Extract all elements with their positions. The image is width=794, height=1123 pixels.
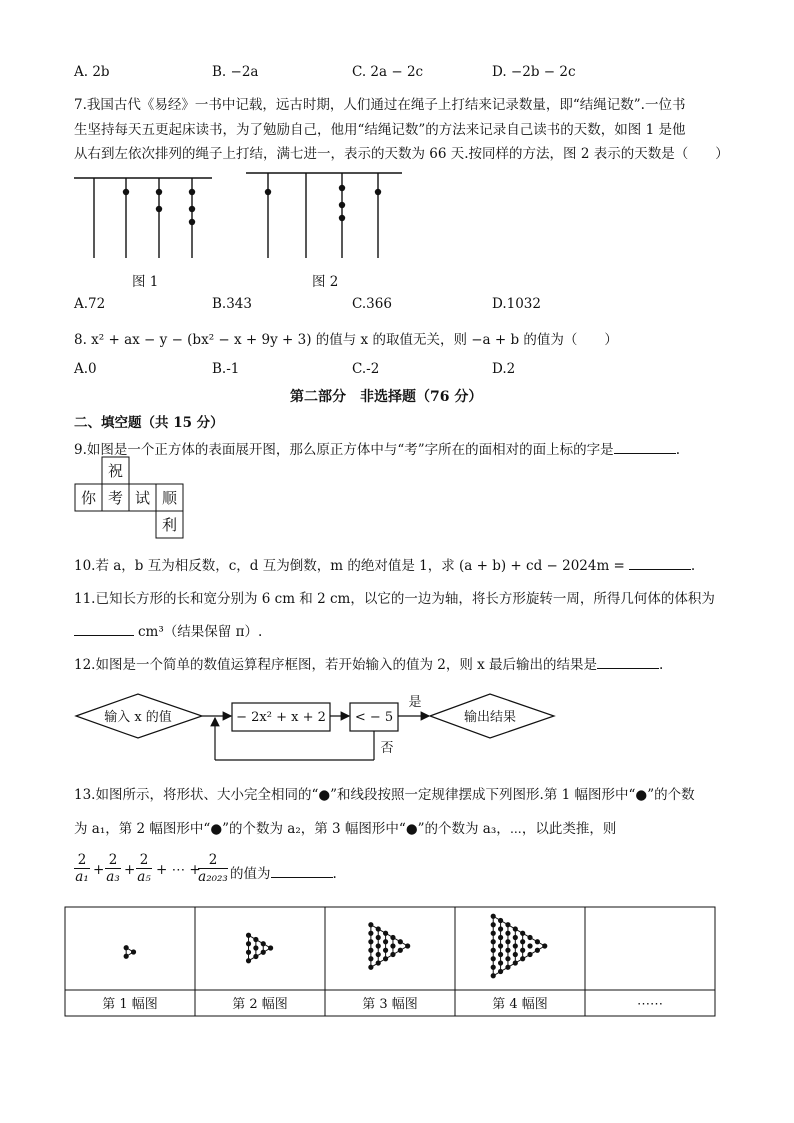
output-label: 输出结果	[463, 710, 517, 725]
pattern-dot	[124, 946, 128, 950]
pattern-dot	[491, 923, 495, 927]
pattern-edge	[371, 929, 685, 933]
part-2-title: 第二部分 非选择题（76 分）	[290, 389, 483, 405]
q6-option-d: D. −2b − 2c	[492, 64, 576, 80]
q13-value-text: 的值为	[230, 866, 271, 882]
pattern-edge	[371, 938, 700, 951]
fig1-caption: 图 1	[132, 274, 159, 290]
pattern-dot	[383, 948, 387, 952]
q7-option-c: C.366	[352, 296, 392, 312]
q7-knot-figures	[70, 168, 410, 288]
knot-figure-2	[246, 173, 402, 258]
q10-answer-blank[interactable]	[629, 569, 691, 570]
q6-option-b: B. −2a	[212, 64, 259, 80]
input-label: 输入 x 的值	[104, 710, 172, 725]
q13-line-2: 为 a₁，第 2 幅图形中“●”的个数为 a₂，第 3 幅图形中“●”的个数为 a₃，⋯，以此类推，则	[74, 821, 617, 837]
pattern-dot	[491, 957, 495, 961]
net-cell-zhu: 祝	[107, 462, 124, 480]
pattern-edge	[493, 925, 718, 934]
pattern-dot	[498, 952, 502, 956]
q7-line-2: 生坚持每天五更起床读书，为了勉励自己，他用“结绳记数”的方法来记录自己读书的天数，如图 1 是他	[74, 122, 686, 138]
pattern-dot	[383, 931, 387, 935]
pattern-dot	[254, 937, 258, 941]
pattern-dot	[369, 940, 373, 944]
q13-answer-blank[interactable]	[271, 877, 333, 878]
flowchart	[74, 688, 564, 768]
frac-3-num: 2	[139, 852, 149, 868]
pattern-dot	[369, 965, 373, 969]
q13-line-1: 13.如图所示，将形状、大小完全相同的“●”和线段按照一定规律摆成下列图形.第 1 幅图形中“●”的个数	[74, 787, 695, 803]
pattern-dot	[406, 944, 410, 948]
pattern-dot	[254, 946, 258, 950]
q10-end: .	[690, 558, 696, 574]
net-cell-shi: 试	[134, 489, 151, 507]
pattern-dot	[528, 935, 532, 939]
pattern-dot	[491, 914, 495, 918]
pattern-dot	[491, 965, 495, 969]
q10-text	[74, 554, 695, 574]
pattern-dot	[131, 950, 135, 954]
pattern-dot	[398, 940, 402, 944]
q7-option-a: A.72	[74, 296, 106, 312]
pattern-caption-4: 第 4 幅图	[492, 997, 548, 1012]
sum-ellipsis: + ⋯ +	[156, 862, 201, 878]
pattern-dot	[513, 944, 517, 948]
pattern-dot	[513, 961, 517, 965]
section-2-heading: 二、填空题（共 15 分）	[74, 415, 224, 431]
q8-option-c: C.-2	[352, 361, 380, 377]
pattern-dot	[506, 957, 510, 961]
frac-3-den: a₅	[137, 869, 151, 885]
yes-label: 是	[408, 695, 422, 710]
pattern-dot	[391, 944, 395, 948]
pattern-edge	[249, 940, 441, 944]
pattern-dot	[376, 927, 380, 931]
pattern-caption-5: ⋯⋯	[637, 997, 663, 1012]
q12-text	[74, 653, 663, 673]
q7-line-1: 7.我国古代《易经》一书中记载，远古时期，人们通过在绳子上打结来记录数量，即“结绳记数”.一位书	[74, 97, 686, 113]
pattern-caption-1: 第 1 幅图	[102, 997, 158, 1012]
q12-end: .	[659, 657, 664, 673]
q11-line-1: 11.已知长方形的长和宽分别为 6 cm 和 2 cm，以它的一边为轴，将长方形旋转一周，所得几何体的体积为	[74, 591, 715, 607]
pattern-dot	[506, 923, 510, 927]
pattern-dot	[513, 952, 517, 956]
pattern-caption-2: 第 2 幅图	[232, 997, 288, 1012]
pattern-dot	[521, 957, 525, 961]
pattern-dot	[506, 931, 510, 935]
pattern-dot	[369, 957, 373, 961]
pattern-dot	[246, 950, 250, 954]
pattern-dot	[383, 957, 387, 961]
q13-end: .	[332, 866, 337, 882]
q11-answer-blank[interactable]	[74, 635, 134, 636]
q9-end: .	[675, 442, 680, 458]
q6-option-c: C. 2a − 2c	[352, 64, 424, 80]
pattern-dot	[535, 948, 539, 952]
operation-label: − 2x² + x + 2	[236, 710, 326, 725]
pattern-edge	[249, 944, 448, 953]
pattern-dot	[246, 959, 250, 963]
q10-question: 10.若 a，b 互为相反数，c，d 互为倒数，m 的绝对值是 1，求 (a + b) + cd − 2024m =	[74, 558, 625, 574]
pattern-dot	[513, 927, 517, 931]
pattern-dot	[261, 950, 265, 954]
pattern-dot	[498, 927, 502, 931]
pattern-edge	[493, 921, 718, 925]
pattern-dot	[521, 948, 525, 952]
pattern-outline-2	[249, 935, 271, 961]
pattern-dot	[246, 933, 250, 937]
net-cell-li: 利	[161, 516, 178, 534]
pattern-dot	[369, 923, 373, 927]
q7-option-d: D.1032	[492, 296, 541, 312]
frac-1-num: 2	[77, 852, 87, 868]
pattern-dot	[261, 942, 265, 946]
pattern-dot	[376, 944, 380, 948]
q6-option-a: A. 2b	[74, 64, 110, 80]
no-label: 否	[380, 741, 394, 756]
q8-text: 8. x² + ax − y − (bx² − x + 9y + 3) 的值与 x 的取值无关，则 −a + b 的值为（ ）	[74, 332, 618, 348]
pattern-dot	[528, 944, 532, 948]
net-cell-ni: 你	[80, 489, 97, 507]
pattern-dot	[535, 940, 539, 944]
pattern-dot	[521, 940, 525, 944]
pattern-dot	[376, 935, 380, 939]
pattern-dot	[498, 935, 502, 939]
pattern-dot	[491, 940, 495, 944]
pattern-dot	[498, 961, 502, 965]
pattern-dot	[246, 942, 250, 946]
pattern-dot	[398, 948, 402, 952]
pattern-dot	[491, 974, 495, 978]
pattern-table	[64, 906, 718, 1018]
pattern-dot	[543, 944, 547, 948]
q9-question: 9.如图是一个正方体的表面展开图，那么原正方体中与“考”字所在的面相对的面上标的字是	[74, 442, 614, 458]
pattern-dot	[498, 969, 502, 973]
q9-answer-blank[interactable]	[614, 453, 676, 454]
pattern-dot	[369, 931, 373, 935]
cube-net	[74, 456, 186, 540]
pattern-dot	[491, 931, 495, 935]
pattern-dot	[254, 954, 258, 958]
frac-2-num: 2	[108, 852, 118, 868]
q7-line-3: 从右到左依次排列的绳子上打结，满七进一，表示的天数为 66 天.按同样的方法，图 2 表示的天数是（ ）	[74, 146, 729, 162]
frac-2-den: a₃	[106, 869, 120, 885]
net-cell-kao: 考	[107, 489, 124, 507]
pattern-dot	[376, 961, 380, 965]
q8-option-a: A.0	[74, 361, 97, 377]
q12-answer-blank[interactable]	[597, 668, 659, 669]
pattern-dot	[521, 931, 525, 935]
condition-label: < − 5	[354, 710, 394, 725]
net-cell-shun: 顺	[161, 489, 178, 507]
q11-unit: cm³（结果保留 π）.	[138, 624, 263, 640]
pattern-dot	[391, 952, 395, 956]
pattern-dot	[369, 948, 373, 952]
frac-1-den: a₁	[75, 869, 89, 885]
pattern-dot	[498, 944, 502, 948]
pattern-dot	[513, 935, 517, 939]
pattern-caption-3: 第 3 幅图	[362, 997, 418, 1012]
pattern-dot	[506, 940, 510, 944]
pattern-dot	[491, 948, 495, 952]
pattern-dot	[506, 948, 510, 952]
q11-line-2	[74, 620, 262, 640]
frac-4-num: 2	[208, 852, 218, 868]
pattern-dot	[269, 946, 273, 950]
pattern-dot	[498, 918, 502, 922]
q8-option-d: D.2	[492, 361, 516, 377]
q9-text	[74, 438, 680, 458]
pattern-dot	[528, 952, 532, 956]
pattern-dot	[506, 965, 510, 969]
pattern-dot	[383, 940, 387, 944]
pattern-dot	[391, 935, 395, 939]
pattern-dot	[124, 954, 128, 958]
q7-option-b: B.343	[212, 296, 252, 312]
frac-4-den: a₂₀₂₃	[198, 869, 228, 885]
pattern-dot	[376, 952, 380, 956]
fig2-caption: 图 2	[312, 274, 339, 290]
q8-option-b: B.-1	[212, 361, 240, 377]
q12-question: 12.如图是一个简单的数值运算程序框图，若开始输入的值为 2，则 x 最后输出的结果是	[74, 657, 598, 673]
knot-figure-1	[74, 178, 212, 258]
